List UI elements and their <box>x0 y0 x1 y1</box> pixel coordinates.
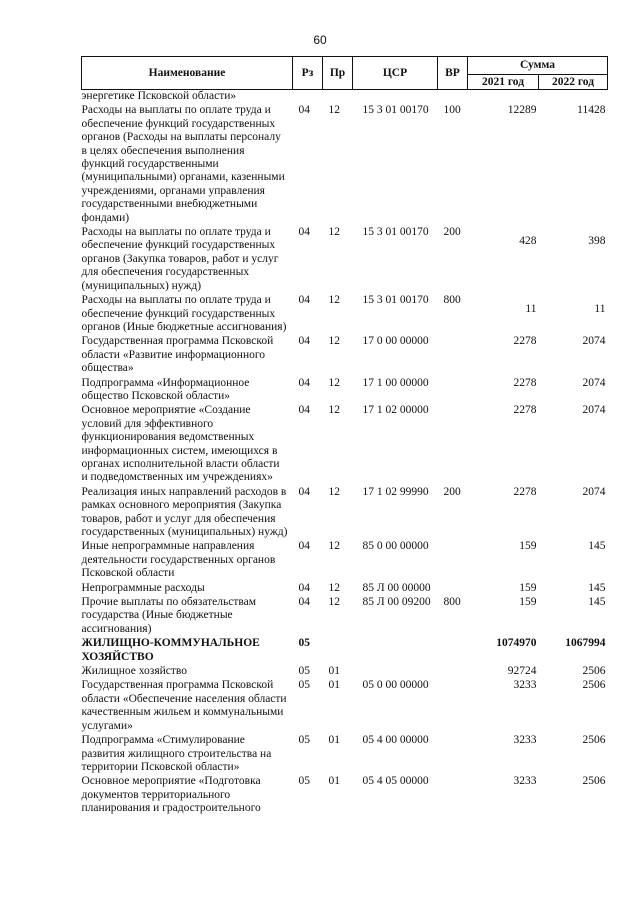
row-rz: 04 <box>298 540 310 553</box>
row-pr: 12 <box>328 404 340 417</box>
row-rz: 05 <box>298 665 310 678</box>
row-rz: 05 <box>298 637 310 650</box>
row-rz: 04 <box>298 104 310 117</box>
row-rz: 05 <box>298 734 310 747</box>
row-csr: 17 1 02 00000 <box>362 404 429 417</box>
row-csr: 85 0 00 00000 <box>362 540 429 553</box>
row-sum-2022: 2506 <box>582 775 606 788</box>
header-rz: Рз <box>293 57 323 90</box>
row-sum-2022: 145 <box>588 540 606 553</box>
header-pr: Пр <box>323 57 353 90</box>
row-sum-2021: 92724 <box>507 665 537 678</box>
row-name: энергетике Псковской области» <box>81 90 237 102</box>
row-sum-2022: 2506 <box>582 665 606 678</box>
row-name: Государственная программа Псковской области «Обеспечение населения области качественным жильем и коммунальными услугами» <box>81 679 287 732</box>
row-pr: 01 <box>328 679 340 692</box>
row-sum-2021: 12289 <box>507 104 537 117</box>
row-sum-2021: 159 <box>519 596 537 609</box>
row-rz: 04 <box>298 596 310 609</box>
row-pr <box>323 637 353 665</box>
row-name: Расходы на выплаты по оплате труда и обеспечение функций государственных органов (Расходы на выплаты персоналу в целях обеспечения выполнения функций государственными (муниципальными) органами, казенными учреждениями, органами управления государственными внебюджетными фондами) <box>81 104 285 224</box>
table-row <box>82 540 608 581</box>
row-sum-2021: 159 <box>519 581 537 594</box>
row-vr <box>438 540 468 581</box>
row-pr: 12 <box>328 226 340 239</box>
header-year-2021: 2021 год <box>468 75 539 90</box>
row-vr: 200 <box>443 485 461 498</box>
row-name: Основное мероприятие «Создание условий для эффективного функционирования ведомственных информационных систем, имеющихся в органах исполнительной власти области и подведомственных им учреждениях» <box>81 404 280 484</box>
row-vr <box>438 775 468 816</box>
row-rz: 04 <box>298 581 310 594</box>
row-name: Жилищное хозяйство <box>81 665 188 678</box>
row-csr: 17 1 02 99990 <box>362 485 429 498</box>
table-body <box>82 90 608 817</box>
row-sum-2022: 145 <box>588 581 606 594</box>
table-row <box>82 596 608 637</box>
table-row <box>82 226 608 294</box>
row-csr: 05 4 05 00000 <box>362 775 429 788</box>
table-row <box>82 665 608 679</box>
header-csr: ЦСР <box>353 57 438 90</box>
table-header <box>82 57 608 90</box>
header-sum: Сумма <box>468 57 608 75</box>
row-rz: 04 <box>298 226 310 239</box>
page-number: 60 <box>313 33 327 47</box>
row-sum-2022: 2074 <box>582 485 606 498</box>
row-pr: 01 <box>328 775 340 788</box>
row-name: ЖИЛИЩНО-КОММУНАЛЬНОЕ ХОЗЯЙСТВО <box>81 637 260 663</box>
row-sum-2022: 1067994 <box>565 637 606 650</box>
row-csr: 85 Л 00 00000 <box>362 581 431 594</box>
row-csr: 17 0 00 00000 <box>362 335 429 348</box>
row-csr: 15 3 01 00170 <box>362 294 429 307</box>
row-rz: 05 <box>298 679 310 692</box>
row-sum-2021: 2278 <box>513 335 537 348</box>
row-name: Государственная программа Псковской области «Развитие информационного общества» <box>81 335 274 375</box>
table-row <box>82 486 608 541</box>
row-sum-2021: 3233 <box>513 679 537 692</box>
row-sum-2021: 2278 <box>513 376 537 389</box>
table-row <box>82 404 608 485</box>
row-vr <box>438 404 468 485</box>
row-name: Расходы на выплаты по оплате труда и обеспечение функций государственных органов (Закупка товаров, работ и услуг для обеспечения государственных (муниципальных) нужд) <box>81 226 279 292</box>
row-pr: 12 <box>328 104 340 117</box>
row-rz: 04 <box>298 294 310 307</box>
row-pr: 12 <box>328 335 340 348</box>
row-name: Подпрограмма «Стимулирование развития жилищного строительства на территории Псковской области» <box>81 734 272 773</box>
row-pr: 12 <box>328 294 340 307</box>
row-name: Подпрограмма «Информационное общество Псковской области» <box>81 376 250 402</box>
row-sum-2022: 2506 <box>582 679 606 692</box>
row-sum-2021: 159 <box>519 540 537 553</box>
row-name: Основное мероприятие «Подготовка документов территориального планирования и градостроительного <box>81 775 261 815</box>
row-vr <box>438 679 468 734</box>
row-sum-2022: 11428 <box>577 104 606 117</box>
row-pr: 12 <box>328 485 340 498</box>
row-rz: 04 <box>298 404 310 417</box>
row-sum-2021: 3233 <box>513 775 537 788</box>
header-vr: ВР <box>438 57 468 90</box>
row-rz: 04 <box>298 485 310 498</box>
row-csr <box>353 637 438 665</box>
row-name: Реализация иных направлений расходов в рамках основного мероприятия (Закупка товаров, работ и услуг для обеспечения государственных (муниципальных) нужд) <box>81 485 288 538</box>
row-sum-2021: 3233 <box>513 734 537 747</box>
row-vr <box>438 637 468 665</box>
row-csr <box>353 90 438 105</box>
header-year-2022: 2022 год <box>539 75 608 90</box>
row-pr: 12 <box>328 581 340 594</box>
row-sum-2022: 2074 <box>582 335 606 348</box>
row-name: Расходы на выплаты по оплате труда и обеспечение функций государственных органов (Иные бюджетные ассигнования) <box>81 294 287 333</box>
table-row <box>82 637 608 665</box>
row-vr: 100 <box>443 104 461 117</box>
row-sum-2021: 11 <box>525 303 537 316</box>
table-row <box>82 679 608 734</box>
row-rz: 04 <box>298 335 310 348</box>
row-sum-2021: 2278 <box>513 485 537 498</box>
table-row <box>82 582 608 596</box>
row-sum-2021 <box>468 90 539 105</box>
row-sum-2022: 2074 <box>582 404 606 417</box>
row-csr <box>353 665 438 679</box>
row-csr: 05 4 00 00000 <box>362 734 429 747</box>
row-csr: 05 0 00 00000 <box>362 679 429 692</box>
row-sum-2022: 145 <box>588 596 606 609</box>
row-vr <box>438 665 468 679</box>
row-csr: 15 3 01 00170 <box>362 104 429 117</box>
table-row <box>82 104 608 226</box>
row-vr <box>438 335 468 376</box>
budget-table <box>81 56 608 817</box>
row-csr: 15 3 01 00170 <box>362 226 429 239</box>
row-pr: 12 <box>328 540 340 553</box>
row-sum-2022: 398 <box>588 235 606 248</box>
row-pr: 01 <box>328 665 340 678</box>
row-sum-2021: 1074970 <box>496 637 537 650</box>
row-vr <box>438 377 468 405</box>
row-pr: 01 <box>328 734 340 747</box>
table-row <box>82 294 608 335</box>
row-name: Прочие выплаты по обязательствам государства (Иные бюджетные ассигнования) <box>81 596 257 635</box>
row-vr <box>438 582 468 596</box>
row-pr: 12 <box>328 376 340 389</box>
table-row <box>82 377 608 405</box>
header-name: Наименование <box>82 57 293 90</box>
row-sum-2022: 11 <box>594 303 606 316</box>
row-rz: 04 <box>298 376 310 389</box>
row-pr: 12 <box>328 596 340 609</box>
row-vr: 800 <box>443 596 461 609</box>
row-vr: 200 <box>443 226 461 239</box>
row-pr <box>323 90 353 105</box>
row-name: Непрограммные расходы <box>81 581 205 594</box>
row-sum-2022: 2506 <box>582 734 606 747</box>
row-sum-2021: 2278 <box>513 404 537 417</box>
row-csr: 17 1 00 00000 <box>362 376 429 389</box>
row-vr: 800 <box>443 294 461 307</box>
table-row <box>82 335 608 376</box>
row-vr <box>438 90 468 105</box>
row-sum-2022: 2074 <box>582 376 606 389</box>
row-sum-2021: 428 <box>519 235 537 248</box>
row-vr <box>438 734 468 775</box>
row-rz <box>293 90 323 105</box>
table-row <box>82 90 608 105</box>
row-csr: 85 Л 00 09200 <box>362 596 431 609</box>
table-row <box>82 775 608 816</box>
table-row <box>82 734 608 775</box>
row-name: Иные непрограммные направления деятельности государственных органов Псковской области <box>81 540 276 580</box>
row-rz: 05 <box>298 775 310 788</box>
row-sum-2022 <box>539 90 608 105</box>
